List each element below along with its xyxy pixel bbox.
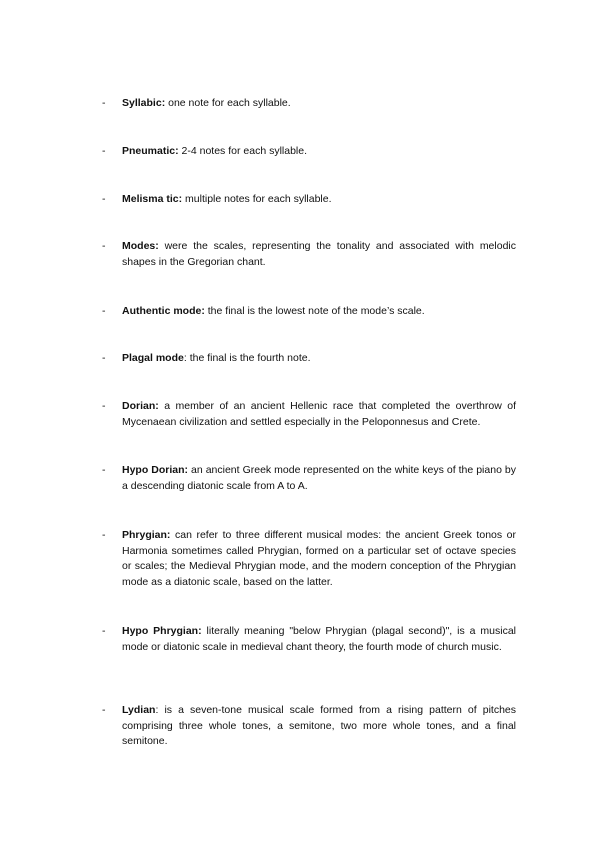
term-definition: one note for each syllable. (165, 97, 291, 109)
term-definition: the final is the lowest note of the mode’s scale. (204, 305, 425, 317)
item-text (122, 528, 516, 590)
bullet-dash: - (102, 625, 106, 637)
bullet-dash: - (102, 193, 106, 205)
list-item-modes (102, 239, 516, 270)
list-item-dorian (102, 399, 516, 430)
item-text (122, 239, 516, 270)
term-definition: a member of an ancient Hellenic race that completed the overthrow of Mycenaean civilization and settled especially in the Peloponnesus and Crete. (122, 400, 516, 428)
item-text (122, 96, 516, 112)
term-label: Dorian: (122, 400, 159, 412)
term-label: Plagal mode (122, 352, 184, 364)
term-definition: multiple notes for each syllable. (182, 193, 332, 205)
bullet-dash: - (102, 305, 106, 317)
list-item-syllabic (102, 96, 516, 112)
list-item-hypo-phrygian (102, 624, 516, 655)
item-text (122, 463, 516, 494)
term-label: Phrygian: (122, 529, 171, 541)
item-text (122, 304, 516, 320)
bullet-dash: - (102, 240, 106, 252)
term-label: Authentic mode: (122, 305, 205, 317)
term-definition: : the final is the fourth note. (183, 352, 311, 364)
item-text (122, 351, 516, 367)
term-label: Modes: (122, 240, 159, 252)
list-item-authentic-mode (102, 304, 516, 320)
item-text (122, 144, 516, 160)
term-label: Melisma tic: (122, 193, 183, 205)
list-item-phrygian (102, 528, 516, 590)
term-label: Lydian (122, 704, 156, 716)
bullet-dash: - (102, 529, 106, 541)
list-item-pneumatic (102, 144, 516, 160)
list-item-plagal-mode (102, 351, 516, 367)
term-definition: 2-4 notes for each syllable. (178, 145, 308, 157)
term-definition: literally meaning "below Phrygian (plagal second)", is a musical mode or diatonic scale in medieval chant theory, the fourth mode of church music. (122, 625, 517, 653)
bullet-dash: - (102, 97, 106, 109)
term-definition: an ancient Greek mode represented on the white keys of the piano by a descending diatonic scale from A to A. (122, 464, 517, 492)
item-text (122, 399, 516, 430)
bullet-dash: - (102, 400, 106, 412)
term-definition: : is a seven-tone musical scale formed from a rising pattern of pitches comprising three whole tones, a semitone, two more whole tones, and a final semitone. (122, 704, 516, 748)
bullet-dash: - (102, 464, 106, 476)
term-label: Hypo Phrygian: (122, 625, 202, 637)
bullet-dash: - (102, 145, 106, 157)
term-definition: were the scales, representing the tonality and associated with melodic shapes in the Gregorian chant. (122, 240, 516, 268)
term-label: Pneumatic: (122, 145, 179, 157)
bullet-dash: - (102, 704, 106, 716)
term-label: Syllabic: (122, 97, 166, 109)
list-item-lydian (102, 703, 516, 750)
item-text (122, 624, 516, 655)
list-item-hypo-dorian (102, 463, 516, 494)
item-text (122, 192, 516, 208)
term-definition: can refer to three different musical modes: the ancient Greek tonos or Harmonia sometimes called Phrygian, formed on a particular set of octave species or scales; the Medieval Phrygian mode, and the modern conception of the Phrygian mode as a diatonic scale, based on the latter. (122, 529, 516, 588)
item-text (122, 703, 516, 750)
list-item-melismatic (102, 192, 516, 208)
term-label: Hypo Dorian: (122, 464, 189, 476)
bullet-dash: - (102, 352, 106, 364)
